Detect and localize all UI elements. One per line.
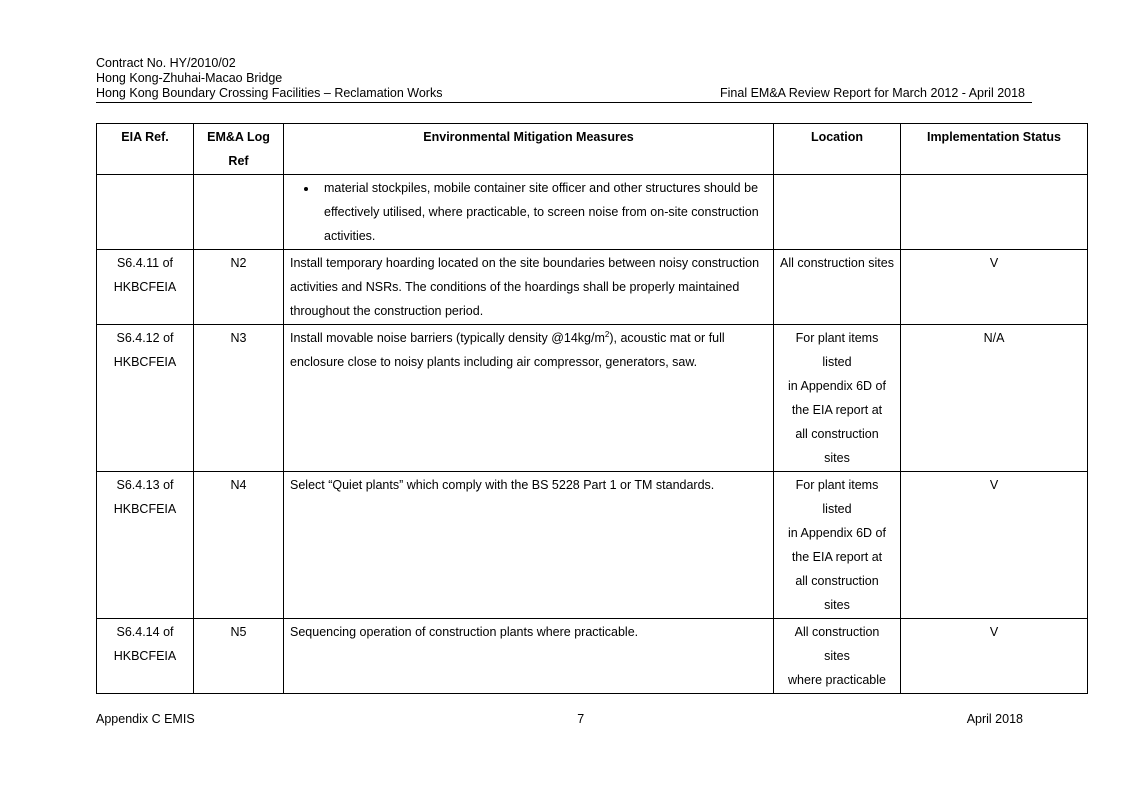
table-row (97, 472, 1088, 619)
table-header-row (97, 124, 1088, 175)
cell-status: N/A (901, 325, 1088, 472)
superscript: 2 (604, 329, 610, 339)
col-header-eia-ref: EIA Ref. (97, 124, 194, 175)
cell-status: V (901, 250, 1088, 325)
location-line: For plant items (795, 331, 879, 345)
location-line: For plant items (795, 478, 879, 492)
location-line: listed (822, 502, 852, 516)
works-title: Hong Kong Boundary Crossing Facilities – Reclamation Works (96, 86, 443, 100)
cell-status (901, 175, 1088, 250)
cell-status: V (901, 472, 1088, 619)
project-name: Hong Kong-Zhuhai-Macao Bridge (96, 71, 283, 85)
cell-eia-ref: S6.4.14 of HKBCFEIA (97, 619, 194, 694)
cell-measure (284, 175, 774, 250)
cell-eia-ref: S6.4.11 of HKBCFEIA (97, 250, 194, 325)
location-line: sites (824, 451, 850, 465)
contract-number: Contract No. HY/2010/02 (96, 56, 236, 70)
cell-eia-ref (97, 175, 194, 250)
cell-eia-ref: S6.4.13 of HKBCFEIA (97, 472, 194, 619)
footer-date: April 2018 (966, 712, 1023, 726)
cell-log-ref: N3 (194, 325, 284, 472)
cell-measure (284, 325, 774, 472)
location-line: All construction (794, 625, 880, 639)
location-line: all construction (795, 574, 879, 588)
table-row (97, 619, 1088, 694)
cell-measure: Select “Quiet plants” which comply with the BS 5228 Part 1 or TM standards. (284, 472, 774, 619)
page-number: 7 (577, 712, 585, 726)
location-line: in Appendix 6D of (788, 526, 886, 540)
mitigation-measures-table (96, 123, 1088, 694)
cell-location (774, 472, 901, 619)
cell-log-ref: N5 (194, 619, 284, 694)
col-header-status: Implementation Status (901, 124, 1088, 175)
cell-eia-ref: S6.4.12 of HKBCFEIA (97, 325, 194, 472)
measure-text-part1: Install movable noise barriers (typically density @14kg/m (290, 331, 605, 345)
cell-location (774, 325, 901, 472)
cell-log-ref: N4 (194, 472, 284, 619)
bullet-list (290, 176, 767, 248)
bullet-item: • material stockpiles, mobile container site officer and other structures should be effectively utilised, where practicable, to screen noise from on-site construction activities. (318, 176, 767, 248)
location-line: the EIA report at (791, 550, 883, 564)
cell-location: All construction sites (774, 250, 901, 325)
cell-status: V (901, 619, 1088, 694)
col-header-location: Location (774, 124, 901, 175)
table-row (97, 325, 1088, 472)
cell-log-ref: N2 (194, 250, 284, 325)
measure-text-part2: ), acoustic mat or full enclosure close to noisy plants including air compressor, generators, saw. (290, 331, 725, 369)
cell-measure: Install temporary hoarding located on the site boundaries between noisy construction activities and NSRs. The conditions of the hoardings shall be properly maintained throughout the construction period. (284, 250, 774, 325)
header-bottom-line (96, 86, 1032, 103)
cell-measure: Sequencing operation of construction plants where practicable. (284, 619, 774, 694)
cell-location (774, 619, 901, 694)
report-title: Final EM&A Review Report for March 2012 - April 2018 (720, 86, 1025, 100)
cell-location (774, 175, 901, 250)
location-line: the EIA report at (791, 403, 883, 417)
location-line: sites (824, 649, 850, 663)
cell-log-ref (194, 175, 284, 250)
table-row (97, 250, 1088, 325)
location-line: where practicable (788, 673, 886, 687)
col-header-measures: Environmental Mitigation Measures (284, 124, 774, 175)
location-line: all construction (795, 427, 879, 441)
col-header-log-ref: EM&A Log Ref (194, 124, 284, 175)
location-line: in Appendix 6D of (788, 379, 886, 393)
page-header (96, 56, 1032, 103)
location-line: listed (822, 355, 852, 369)
page-footer (96, 711, 1023, 727)
footer-appendix: Appendix C EMIS (96, 712, 195, 726)
location-line: sites (824, 598, 850, 612)
table-row-continuation (97, 175, 1088, 250)
